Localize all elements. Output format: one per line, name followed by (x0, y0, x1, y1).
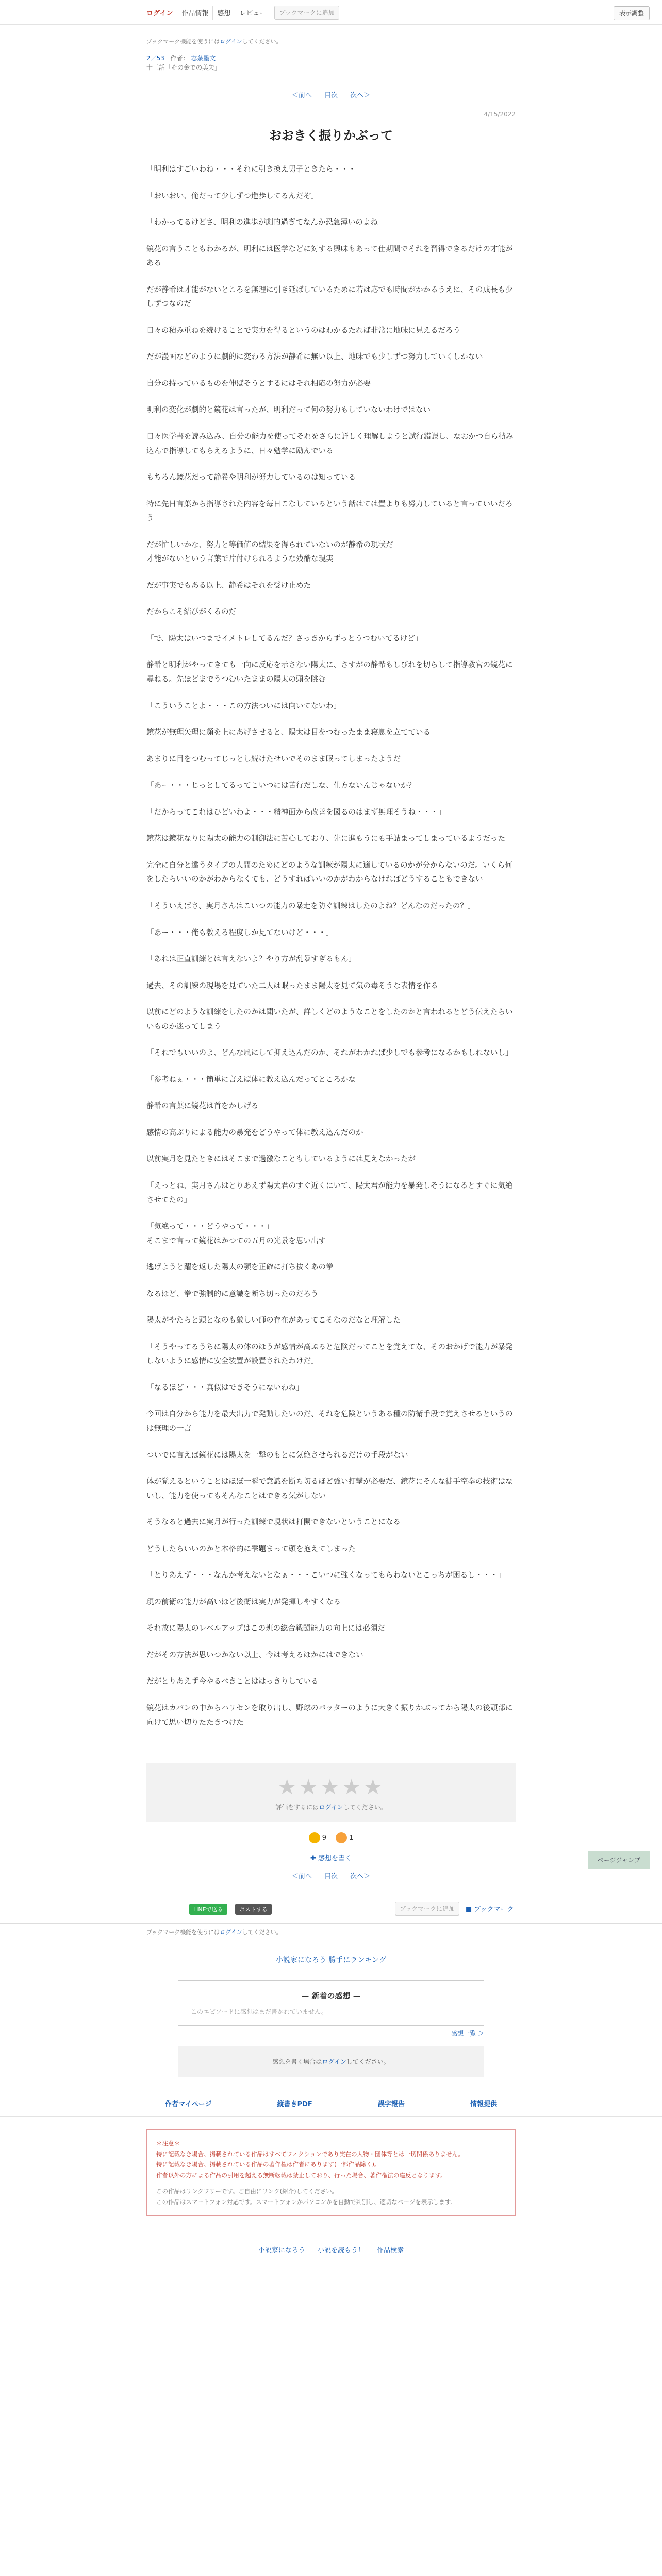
prev-link[interactable]: ＜前へ (291, 92, 312, 99)
bookmark-login-notice (146, 37, 516, 45)
novel-paragraph: 陽太がやたらと頭となのも厳しい師の存在があってこそなのだなと理解した (146, 1316, 401, 1325)
novel-paragraph: 「あー・・・じっとしてるってこいつには苦行だしな、仕方ないんじゃないか？」 (146, 782, 423, 790)
novel-paragraph: 「あー・・・俺も教える程度しか見てないけど・・・」 (146, 928, 334, 937)
write-box-text-after: してください。 (346, 2058, 390, 2066)
typo-report-link[interactable]: 誤字報告 (377, 2100, 405, 2109)
next-link[interactable]: 次へ＞ (350, 92, 371, 99)
notice-bottom-text-after: してください。 (242, 1929, 282, 1936)
work-info-link[interactable]: 作品情報 (177, 6, 213, 20)
novel-paragraph: 明利の変化が劇的と鏡花は言ったが、明利だって何の努力もしていないわけではない (146, 406, 431, 415)
caution-line: この作品はリンクフリーです。ご自由にリンク(紹介)してください。 (156, 2187, 338, 2195)
novel-paragraph: 鏡花の言うこともわかるが、明利には医学などに対する興味もあって仕期間でそれを習得できるだけの才能がある (146, 245, 513, 268)
caution-line: 特に記載なき場合、掲載されている作品はすべてフィクションであり実在の人物・団体等とは一切関係ありません。 (156, 2150, 465, 2158)
novel-paragraph: だが忙しいかな、努力と等価値の結果を得られていないのが静希の現状だ 才能がないという言葉で片付けられるような残酷な現実 (146, 540, 393, 564)
reaction-smile-count: 1 (349, 1834, 354, 1842)
display-settings-button[interactable]: 表示調整 (614, 6, 650, 20)
search-link[interactable]: 作品検索 (377, 2247, 404, 2255)
novel-paragraph: 今回は自分から能力を最大出力で発動したいのだ、それを危険というある種の防衛手段で覚えさせるというのは無理の一言 (146, 1410, 513, 1433)
novel-paragraph: 鏡花はカバンの中からハリセンを取り出し、野球のバッターのように大きく振りかぶってから陽太の後頭部に向けて思い切りたたきつけた (146, 1704, 513, 1727)
eval-note-text: 評価をするには (275, 1804, 319, 1811)
novel-paragraph: 鏡花は鏡花なりに陽太の能力の制御法に苦心しており、先に進もうにも手詰まってしまっているようだった (146, 835, 505, 843)
share-line-button[interactable]: LINEで送る (189, 1904, 227, 1915)
write-box-text: 感想を書く場合は (272, 2058, 322, 2066)
bookmark-add-button[interactable]: ブックマークに追加 (274, 6, 339, 20)
index-link[interactable]: 目次 (324, 92, 338, 99)
ranking-link[interactable]: 小説家になろう 勝手にランキング (275, 1956, 387, 1965)
series-info (146, 54, 516, 72)
novel-paragraph: 以前にどのような訓練をしたのかは聞いたが、詳しくどのようなことをしたのかと言われるとどう伝えたらいいものか迷ってしまう (146, 1008, 513, 1031)
novel-paragraph: 「参考ねぇ・・・簡単に言えば体に教え込んだってところかな」 (146, 1075, 363, 1084)
publish-date: 4/15/2022 (484, 111, 516, 118)
reaction-bar (146, 1832, 516, 1843)
novel-paragraph: 「そういえばさ、実月さんはこいつの能力の暴走を防ぐ訓練はしたのよね？どんなのだったの？」 (146, 902, 475, 910)
impressions-list-link-wrap (178, 2029, 484, 2038)
novel-paragraph: 「気絶って・・・どうやって・・・」 そこまで言って鏡花はかつての五月の光景を思い出す (146, 1223, 326, 1245)
novel-paragraph: 日々の積み重ねを続けることで実力を得るというのはわかるたれば非常に地味に見えるだろう (146, 326, 460, 335)
chapter-title: 十三話「その金での美矢」 (146, 64, 221, 71)
novel-paragraph: 以前実月を見たときにはそこまで過激なこともしているようには見えなかったが (146, 1155, 416, 1164)
novel-paragraph: 感情の高ぶりによる能力の暴発をどうやって体に教え込んだのか (146, 1128, 363, 1137)
yomou-link[interactable]: 小説を読もう！ (317, 2247, 365, 2255)
prev-link-bottom[interactable]: ＜前へ (291, 1873, 312, 1881)
novel-paragraph: だが漫画などのように劇的に変わる方法が静希に無い以上、地味でも少しずつ努力していくしかない (146, 353, 483, 362)
page-jump-button[interactable]: ページジャンプ (588, 1851, 650, 1869)
caution-head: ＊注意＊ (156, 2140, 180, 2147)
info-report-link[interactable]: 情報提供 (470, 2100, 497, 2109)
novel-paragraph: 特に先日言葉から指導された内容を毎日こなしているという話はては置よりも努力していると言っていいだろう (146, 500, 513, 523)
reaction-good-count: 9 (322, 1834, 326, 1842)
pager-top (146, 90, 516, 99)
novel-paragraph: だがその方法が思いつかない以上、今は考えるほかにはできない (146, 1651, 363, 1659)
novel-paragraph: 完全に自分と違うタイプの人間のためにどのような訓練が陽太に適しているのかが分からないのだ。いくら何をしたらいいのかがわからなくても、どうすればいいのかがわからなければどうすることもできない (146, 861, 512, 884)
novel-paragraph: 静希と明利がやってきても一向に反応を示さない陽太に、さすがの静希もしびれを切らして指導教官の鏡花に尋ねる。先ほどまでうつむいたままの陽太の頭を眺む (146, 661, 513, 684)
novel-paragraph: 逃げようと躍を返した陽太の顎を正確に打ち抜くあの拳 (146, 1263, 334, 1272)
new-impressions-empty: このエピソードに感想はまだ書かれていません。 (191, 2008, 327, 2016)
novel-paragraph: それ故に陽太のレベルアップはこの班の総合戦闘能力の向上には必須だ (146, 1624, 385, 1633)
write-impression-box (178, 2046, 484, 2077)
review-link[interactable]: レビュー (239, 9, 267, 18)
new-impressions-title: — 新着の感想 — (301, 1991, 361, 2001)
top-navbar (0, 0, 662, 25)
bottom-links (0, 2245, 662, 2255)
share-bar (0, 1893, 662, 1924)
impressions-link[interactable]: 感想 (213, 6, 235, 20)
episode-title: おおきく振りかぶって (269, 128, 393, 143)
index-link-bottom[interactable]: 目次 (324, 1873, 338, 1881)
good-icon (309, 1832, 320, 1843)
caution-line: 作者以外の方による作品の引用を超える無断転載は禁止しており、行った場合、著作権法の違反となります。 (156, 2172, 446, 2179)
eval-note-after: してください。 (343, 1804, 387, 1811)
footer-links (0, 2090, 662, 2117)
novel-paragraph: 「明利はすごいわね・・・それに引き換え男子ときたら・・・」 (146, 165, 363, 174)
caution-box (146, 2129, 516, 2216)
rating-stars[interactable]: ★★★★★ (277, 1774, 385, 1800)
novel-paragraph: なるほど、拳で強制的に意識を断ち切ったのだろう (146, 1290, 319, 1298)
reaction-smile[interactable] (336, 1832, 353, 1843)
novel-paragraph: どうしたらいいのかと本格的に雫題まって頭を抱えてしまった (146, 1545, 356, 1553)
new-impressions-box (178, 1980, 484, 2026)
novel-paragraph: 「こういうことよ・・・この方法ついには向いてないわ」 (146, 702, 341, 710)
novel-paragraph: 「あれは正直訓練とは言えないよ？やり方が乱暴すぎるもん」 (146, 955, 356, 964)
novel-paragraph: 「なるほど・・・真似はできそうにないわね」 (146, 1383, 304, 1392)
novel-paragraph: 「で、陽太はいつまでイメトレしてるんだ？さっきからずっとうつむいてるけど」 (146, 634, 423, 643)
pager-bottom (146, 1871, 516, 1880)
notice-login-link[interactable]: ログイン (220, 38, 242, 45)
notice-text: ブックマーク機能を使うには (146, 38, 220, 45)
eval-login-link[interactable]: ログイン (319, 1804, 343, 1811)
share-bookmark-add-button[interactable]: ブックマークに追加 (395, 1902, 459, 1916)
novel-paragraph: 静希の言葉に鏡花は首をかしげる (146, 1102, 259, 1111)
novel-paragraph: 過去、その訓練の現場を見ていた二人は眠ったまま陽太を見て気の毒そうな表情を作る (146, 981, 438, 990)
novel-paragraph: だがとりあえず今やるべきことははっきりしている (146, 1677, 319, 1686)
novel-paragraph: 「わかってるけどさ、明利の進歩が劇的過ぎてなんか恐急薄いのよね」 (146, 218, 386, 227)
narou-link[interactable]: 小説家になろう (258, 2247, 305, 2255)
reaction-good[interactable] (309, 1832, 326, 1843)
author-label: 作者： (170, 55, 189, 62)
notice-bottom-text: ブックマーク機能を使うには (146, 1929, 220, 1936)
novel-paragraph: だが静希は才能がないところを無理に引き延ばしているために若は応でも時間がかかるうえに、その成長も少しずつなのだ (146, 285, 513, 309)
novel-paragraph: 「えっとね、実月さんはとりあえず陽太君のすぐ近くにいて、陽太君が能力を暴発しそうになるとすぐに気絶させてたの」 (146, 1181, 513, 1205)
novel-paragraph: 鏡花が無理矢理に顔を上にあげさせると、陽太は目をつむったまま寝息を立てている (146, 728, 431, 737)
novel-paragraph: 日々医学書を読み込み、自分の能力を使ってそれをさらに詳しく理解しようと試行錯誤し、なおかつ自ら積み込んで指導してもらえるように、日々勉学に励んでいる (146, 433, 514, 455)
write-box-login-link[interactable]: ログイン (322, 2058, 346, 2066)
novel-paragraph: 「とりあえず・・・なんか考えないとなぁ・・・こいつに強くなってもらわないとこっちが困るし・・・」 (146, 1571, 505, 1580)
novel-paragraph: ついでに言えば鏡花には陽太を一撃のもとに気絶させられるだけの手段がない (146, 1451, 408, 1460)
bookmark-link[interactable]: ■ ブックマーク (466, 1906, 514, 1914)
novel-paragraph: 「おいおい、俺だって少しずつ進歩してるんだぞ」 (146, 192, 319, 200)
ranking-link-wrap (0, 1955, 662, 1965)
smile-icon (336, 1832, 347, 1843)
write-impression-link[interactable]: ✚ 感想を書く (310, 1855, 352, 1863)
author-mypage-link[interactable]: 作者マイページ (165, 2100, 212, 2109)
login-link[interactable]: ログイン (146, 6, 177, 20)
share-x-button[interactable]: ポストする (235, 1904, 272, 1915)
caution-line: 特に記載なき場合、掲載されている作品の著作権は作者にあります(一部作品除く)。 (156, 2161, 380, 2168)
vertical-pdf-link[interactable]: 縦書きPDF (277, 2100, 312, 2109)
bookmark-login-notice-bottom (146, 1928, 516, 1936)
novel-paragraph: 「それでもいいのよ、どんな風にして抑え込んだのか、それがわかれば少しでも参考になるかもしれないし」 (146, 1049, 513, 1058)
novel-body (146, 163, 516, 1730)
novel-paragraph: 自分の持っているものを伸ばそうとするにはそれ相応の努力が必要 (146, 379, 371, 388)
episode-position: 2／53 (146, 55, 164, 62)
novel-paragraph: 「そうやってるうちに陽太の体のほうが感情が高ぶると危険だってことを覚えてな、そのおかげで能力が暴発しないように感情に安全装置が設置されたわけだ」 (146, 1343, 513, 1366)
novel-paragraph: あまりに目をつむってじっとし続けたせいでそのまま眠ってしまったようだ (146, 755, 401, 764)
novel-paragraph: 現の前衛の能力が高いほど後衛は実力が発揮しやすくなる (146, 1598, 341, 1606)
write-impression (146, 1853, 516, 1862)
novel-paragraph: 「だからってこれはひどいわよ・・・精神面から改善を図るのはまず無理そうね・・・」 (146, 808, 445, 817)
novel-paragraph: もちろん鏡花だって静希や明利が努力しているのは知っている (146, 473, 356, 482)
evaluation-note (146, 1803, 516, 1811)
evaluation-box (146, 1763, 516, 1822)
notice-bottom-login-link[interactable]: ログイン (220, 1929, 242, 1936)
novel-paragraph: だが事実でもある以上、静希はそれを受け止めた (146, 581, 311, 590)
novel-paragraph: そうなると過去に実月が行った訓練で現状は打開できないということになる (146, 1518, 401, 1527)
impressions-list-link[interactable]: 感想一覧 ＞ (451, 2030, 484, 2038)
next-link-bottom[interactable]: 次へ＞ (350, 1873, 371, 1881)
novel-paragraph: だからこそ結びがくるのだ (146, 608, 236, 617)
caution-line: この作品はスマートフォン対応です。スマートフォンかパソコンかを自動で判別し、適切なページを表示します。 (156, 2198, 456, 2206)
novel-paragraph: 体が覚えるということはほぼ一瞬で意識を断ち切るほど強い打撃が必要だ、鏡花にそんな徒手空拳の技術はないし、能力を使ってもそんなことはできる気がしない (146, 1478, 513, 1500)
notice-text-after: してください。 (242, 38, 282, 45)
author-link[interactable]: 志条墨文 (191, 55, 216, 62)
